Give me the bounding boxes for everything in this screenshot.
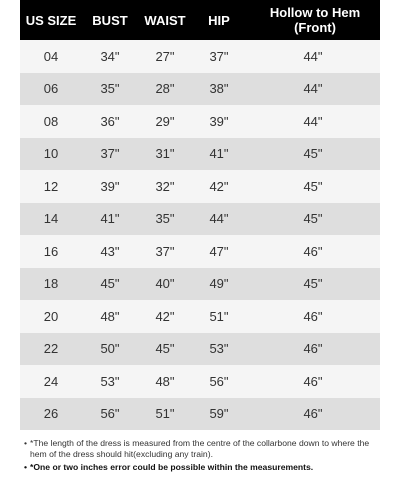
cell-hip: 51" xyxy=(209,308,229,324)
cell-size: 06 xyxy=(43,81,59,97)
table-row xyxy=(20,398,380,431)
table-row xyxy=(20,40,380,73)
cell-size: 24 xyxy=(43,373,59,389)
table-row xyxy=(20,300,380,333)
header-hollow-to-hem-line1: Hollow to Hem xyxy=(269,5,361,20)
cell-waist: 48" xyxy=(155,373,175,389)
note-bullet: • xyxy=(24,438,28,448)
cell-hip: 44" xyxy=(209,211,229,227)
cell-size: 12 xyxy=(43,178,59,194)
cell-bust: 36" xyxy=(100,113,120,129)
cell-hollow-to-hem: 44" xyxy=(303,113,323,129)
note-length xyxy=(24,438,384,460)
header-hollow-to-hem-line2: (Front) xyxy=(294,20,336,35)
cell-hollow-to-hem: 46" xyxy=(303,406,323,422)
cell-size: 26 xyxy=(43,406,59,422)
cell-hip: 41" xyxy=(209,146,229,162)
table-row xyxy=(20,170,380,203)
table-header xyxy=(20,0,380,40)
cell-hip: 38" xyxy=(209,81,229,97)
cell-waist: 45" xyxy=(155,341,175,357)
cell-hollow-to-hem: 46" xyxy=(303,373,323,389)
note-length-text: *The length of the dress is measured from the centre of the collarbone down to where the hem of the dress should hit(excluding any train). xyxy=(30,438,370,459)
cell-hollow-to-hem: 45" xyxy=(303,178,323,194)
cell-hip: 49" xyxy=(209,276,229,292)
cell-hollow-to-hem: 44" xyxy=(303,81,323,97)
note-error-text: *One or two inches error could be possible within the measurements. xyxy=(30,462,314,472)
cell-bust: 56" xyxy=(100,406,120,422)
header-waist: WAIST xyxy=(144,12,186,28)
cell-bust: 48" xyxy=(100,308,120,324)
table-row xyxy=(20,105,380,138)
cell-hip: 47" xyxy=(209,243,229,259)
cell-bust: 50" xyxy=(100,341,120,357)
cell-waist: 42" xyxy=(155,308,175,324)
header-hip: HIP xyxy=(208,12,230,28)
table-row xyxy=(20,333,380,366)
cell-bust: 43" xyxy=(100,243,120,259)
cell-hollow-to-hem: 45" xyxy=(303,276,323,292)
cell-hip: 37" xyxy=(209,48,229,64)
cell-waist: 40" xyxy=(155,276,175,292)
cell-hollow-to-hem: 45" xyxy=(303,146,323,162)
cell-bust: 35" xyxy=(100,81,120,97)
cell-waist: 32" xyxy=(155,178,175,194)
cell-hollow-to-hem: 46" xyxy=(303,341,323,357)
cell-hip: 39" xyxy=(209,113,229,129)
cell-waist: 27" xyxy=(155,48,175,64)
cell-bust: 34" xyxy=(100,48,120,64)
table-row xyxy=(20,235,380,268)
header-bust: BUST xyxy=(92,12,128,28)
cell-hip: 53" xyxy=(209,341,229,357)
note-bullet: • xyxy=(24,462,28,472)
header-us-size: US SIZE xyxy=(25,12,77,28)
table-row xyxy=(20,203,380,236)
cell-bust: 39" xyxy=(100,178,120,194)
cell-waist: 31" xyxy=(155,146,175,162)
cell-size: 14 xyxy=(43,211,59,227)
cell-hollow-to-hem: 45" xyxy=(303,211,323,227)
cell-hip: 42" xyxy=(209,178,229,194)
table-row xyxy=(20,365,380,398)
note-error xyxy=(24,462,384,473)
cell-bust: 41" xyxy=(100,211,120,227)
cell-size: 08 xyxy=(43,113,59,129)
table-body xyxy=(20,40,380,430)
size-chart-table xyxy=(20,0,380,430)
table-row xyxy=(20,73,380,106)
cell-size: 04 xyxy=(43,48,59,64)
cell-bust: 37" xyxy=(100,146,120,162)
cell-waist: 35" xyxy=(155,211,175,227)
cell-size: 22 xyxy=(43,341,59,357)
cell-size: 20 xyxy=(43,308,59,324)
cell-hollow-to-hem: 46" xyxy=(303,308,323,324)
cell-size: 16 xyxy=(43,243,59,259)
table-row xyxy=(20,138,380,171)
header-hollow-to-hem xyxy=(246,5,380,35)
cell-waist: 37" xyxy=(155,243,175,259)
cell-size: 10 xyxy=(43,146,59,162)
cell-hip: 59" xyxy=(209,406,229,422)
table-row xyxy=(20,268,380,301)
cell-hollow-to-hem: 44" xyxy=(303,48,323,64)
cell-size: 18 xyxy=(43,276,59,292)
cell-bust: 45" xyxy=(100,276,120,292)
notes-section xyxy=(24,438,384,473)
cell-hip: 56" xyxy=(209,373,229,389)
cell-bust: 53" xyxy=(100,373,120,389)
cell-waist: 28" xyxy=(155,81,175,97)
cell-hollow-to-hem: 46" xyxy=(303,243,323,259)
cell-waist: 29" xyxy=(155,113,175,129)
cell-waist: 51" xyxy=(155,406,175,422)
